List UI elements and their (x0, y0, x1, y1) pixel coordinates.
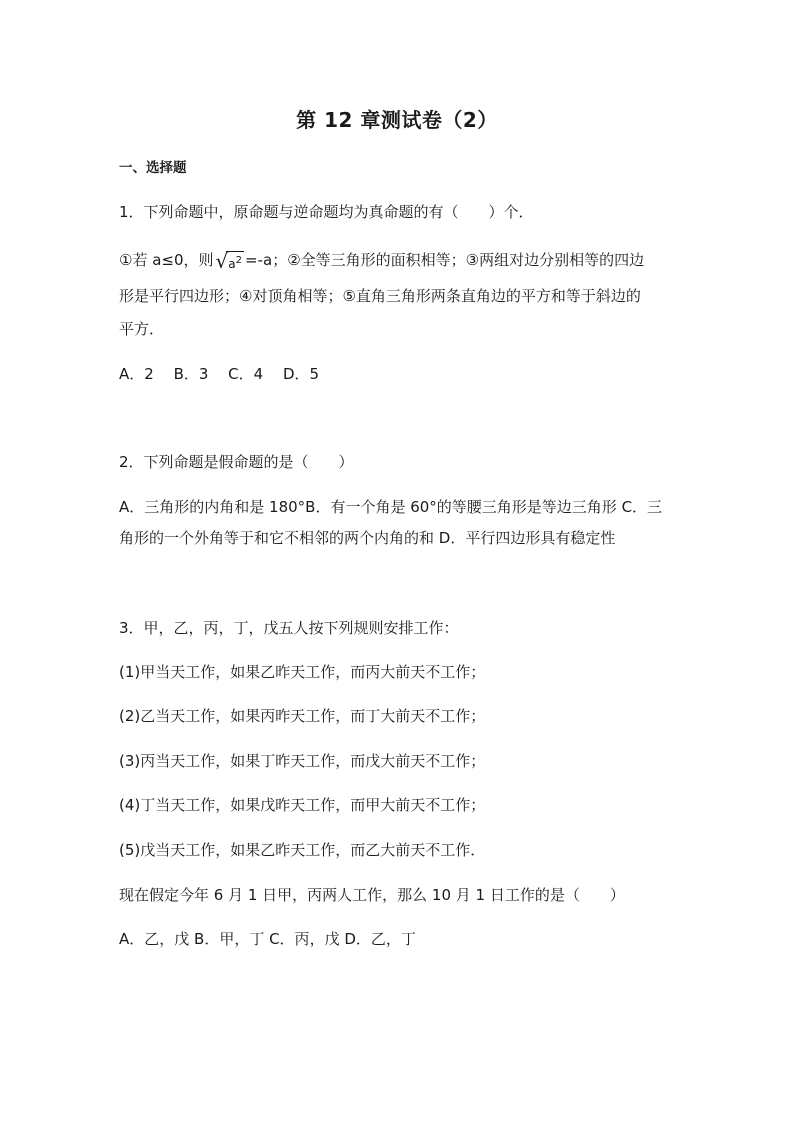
q1-statement-line-2: 形是平行四边形；④对顶角相等；⑤直角三角形两条直角边的平方和等于斜边的 (119, 287, 641, 305)
q3-rule: (2)乙当天工作，如果丙昨天工作，而丁大前天不工作； (119, 707, 486, 725)
q2-stem: 2．下列命题是假命题的是（ ） (119, 453, 354, 471)
q1-statement-line-3: 平方． (119, 320, 165, 338)
q1-line1-part1: ①若 a≤0，则 (119, 251, 214, 269)
q3-question: 现在假定今年 6 月 1 日甲，丙两人工作，那么 10 月 1 日工作的是（ ） (119, 886, 625, 904)
q2-options-line-2: 角形的一个外角等于和它不相邻的两个内角的和 D．平行四边形具有稳定性 (119, 529, 616, 547)
q3-stem: 3．甲，乙，丙，丁，戊五人按下列规则安排工作： (119, 619, 459, 637)
q1-line1-part2: =-a；②全等三角形的面积相等；③两组对边分别相等的四边 (245, 251, 645, 269)
q1-stem: 1．下列命题中，原命题与逆命题均为真命题的有（ ）个． (119, 203, 534, 221)
page-title: 第 12 章测试卷（2） (296, 108, 498, 132)
q2-options-line-1: A．三角形的内角和是 180°B．有一个角是 60°的等腰三角形是等边三角形 C．三 (119, 498, 663, 516)
q3-rule: (4)丁当天工作，如果戊昨天工作，而甲大前天不工作； (119, 796, 486, 814)
q3-rule: (1)甲当天工作，如果乙昨天工作，而丙大前天不工作； (119, 663, 486, 681)
section-heading: 一、选择题 (119, 160, 187, 176)
q3-options: A．乙，戊 B．甲，丁 C．丙，戊 D．乙，丁 (119, 930, 416, 948)
radical-sign-icon: √ (215, 249, 229, 273)
q3-rule: (3)丙当天工作，如果丁昨天工作，而戊大前天不工作； (119, 752, 486, 770)
square-root-expression (216, 251, 244, 274)
radicand: $a^2$ (226, 251, 244, 272)
q1-statement-line-1 (119, 249, 679, 274)
q3-rule: (5)戊当天工作，如果乙昨天工作，而乙大前天不工作． (119, 841, 486, 859)
q1-options: A．2 B．3 C．4 D．5 (119, 365, 320, 383)
